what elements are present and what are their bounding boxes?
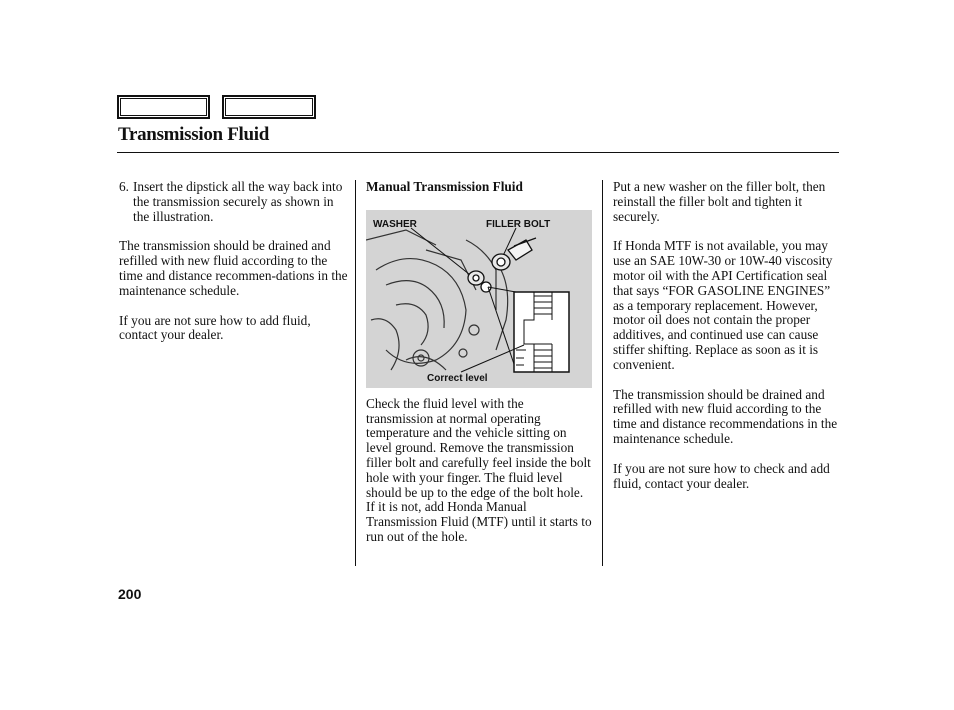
correct-level-label: Correct level [427,372,488,384]
contact-dealer-paragraph-2: If you are not sure how to check and add fluid, contact your dealer. [613,460,830,491]
page-title: Transmission Fluid [118,124,270,145]
title-rule [117,152,839,153]
substitute-oil-paragraph: If Honda MTF is not available, you may use an SAE 10W-30 or 10W-40 viscosity motor oil with the API Certification seal that says “FOR GASOLINE ENGINES” as a temporary replacement. However, motor oil does not contain the proper additives, and continued use can cause stiffer shifting. Replace as soon as it is convenient. [613,238,833,372]
page-number: 200 [118,586,142,602]
right-column [613,180,841,506]
section-heading: Manual Transmission Fluid [366,179,523,194]
washer-paragraph: Put a new washer on the filler bolt, then reinstall the filler bolt and tighten it securely. [613,179,826,224]
middle-column [366,180,594,560]
drain-refill-paragraph: The transmission should be drained and refilled with new fluid according to the time and distance recommen-dations in the maintenance schedule. [119,238,348,298]
contact-dealer-paragraph: If you are not sure how to add fluid, contact your dealer. [119,312,311,343]
transmission-drawing [366,210,592,388]
column-divider-1 [355,180,356,566]
check-fluid-paragraph: Check the fluid level with the transmission at normal operating temperature and the vehicle sitting on level ground. Remove the transmission filler bolt and carefully feel inside the bolt hole with your finger. The fluid level should be up to the edge of the bolt hole. If it is not, add Honda Manual Transmission Fluid (MTF) until it starts to run out of the hole. [366,395,592,544]
left-column [119,180,351,358]
column-divider-2 [602,180,603,566]
nav-tab-2[interactable] [222,95,316,119]
filler-bolt-label: FILLER BOLT [486,218,551,230]
drain-refill-paragraph-2: The transmission should be drained and refilled with new fluid according to the time and distance recommendations in the maintenance schedule. [613,386,838,446]
step-text: Insert the dipstick all the way back into the transmission securely as shown in the illustration. [133,179,343,224]
filler-bolt-illustration [366,210,592,388]
step-number: 6. [119,179,129,194]
nav-tab-1[interactable] [117,95,210,119]
washer-label: WASHER [373,218,417,230]
step-6 [119,180,351,224]
